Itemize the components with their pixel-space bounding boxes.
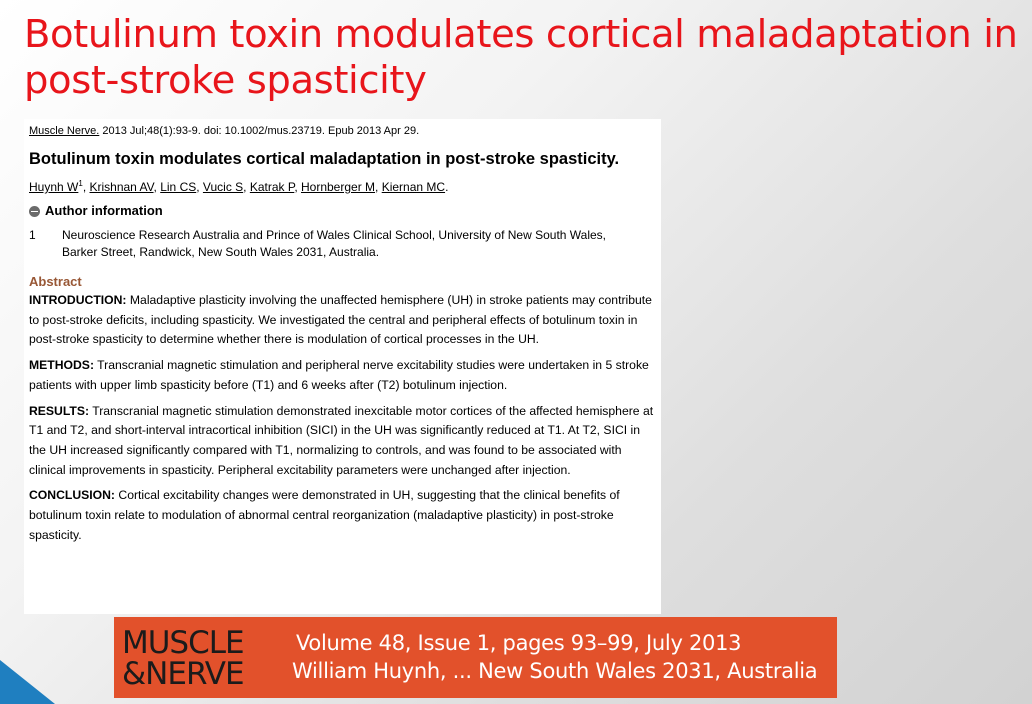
- citation-details: 2013 Jul;48(1):93-9. doi: 10.1002/mus.23719. Epub 2013 Apr 29.: [99, 125, 420, 137]
- author-link[interactable]: Katrak P: [249, 180, 295, 194]
- muscle-nerve-logo: [122, 625, 244, 692]
- slide-title: [24, 12, 1029, 104]
- affiliation: [29, 227, 656, 261]
- collapse-minus-icon[interactable]: [29, 206, 40, 217]
- abstract-conclusion: [29, 486, 657, 545]
- author-link[interactable]: Vucic S: [202, 180, 244, 194]
- author-link[interactable]: Huynh W: [29, 180, 79, 194]
- conclusion-text: Cortical excitability changes were demonstrated in UH, suggesting that the clinical benefits of botulinum toxin relate to modulation of abnormal central reorganization (maladaptive plasticity) in post-stroke spasticity.: [29, 488, 620, 542]
- abstract-heading: Abstract: [29, 274, 82, 289]
- author-information-toggle[interactable]: [29, 203, 656, 219]
- introduction-text: Maladaptive plasticity involving the unaffected hemisphere (UH) in stroke patients may contribute to post-stroke deficits, including spasticity. We investigated the central and peripheral effects of botulinum toxin in post-stroke spasticity to determine whether there is modulation of cortical processes in the UH.: [29, 293, 652, 347]
- methods-label: METHODS:: [29, 358, 94, 373]
- journal-banner: [114, 617, 837, 698]
- logo-line-2: &NERVE: [122, 656, 244, 692]
- citation: [29, 124, 656, 138]
- affiliation-text: Neuroscience Research Australia and Prince of Wales Clinical School, University of New South Wales, Barker Street, Randwick, New South Wales 2031, Australia.: [62, 228, 607, 259]
- author-link[interactable]: Hornberger M: [301, 180, 376, 194]
- author-link[interactable]: Kiernan MC: [381, 180, 446, 194]
- author-list: Huynh $W^1$, Krishnan AV, Lin CS, Vucic S, Katrak P, Hornberger M, Kiernan MC.: [29, 179, 449, 194]
- banner-author-info: William Huynh, ... New South Wales 2031, Australia: [292, 659, 818, 683]
- abstract-methods: [29, 356, 657, 395]
- methods-text: Transcranial magnetic stimulation and peripheral nerve excitability studies were undertaken in 5 stroke patients with upper limb spasticity before (T1) and 6 weeks after (T2) botulinum injection.: [29, 358, 649, 392]
- author-link[interactable]: Lin CS: [160, 180, 197, 194]
- author-information-label: Author information: [45, 203, 163, 218]
- author-affiliation-sup: 1: [78, 179, 83, 188]
- slide-title-line-2: post-stroke spasticity: [24, 58, 427, 103]
- abstract-introduction: [29, 291, 657, 350]
- logo-line-1: MUSCLE: [122, 625, 244, 661]
- results-text: Transcranial magnetic stimulation demonstrated inexcitable motor cortices of the affected hemisphere at T1 and T2, and short-interval intracortical inhibition (SICI) in the UH was significantly reduced at T1. At T2, SICI in the UH increased significantly compared with T1, normalizing to controls, and was found to be associated with clinical improvements in spasticity. Peripheral excitability parameters were unchanged after injection.: [29, 403, 654, 477]
- paper-abstract-screenshot: [24, 119, 661, 614]
- corner-decoration: [0, 660, 55, 704]
- affiliation-number: 1: [29, 228, 36, 242]
- results-label: RESULTS:: [29, 403, 90, 418]
- paper-title: Botulinum toxin modulates cortical maladaptation in post-stroke spasticity.: [29, 150, 620, 168]
- journal-link[interactable]: Muscle Nerve.: [29, 125, 100, 137]
- author-link[interactable]: Krishnan AV: [89, 180, 154, 194]
- banner-volume-info: Volume 48, Issue 1, pages 93–99, July 2013: [296, 631, 742, 655]
- introduction-label: INTRODUCTION:: [29, 293, 127, 307]
- abstract-results: [29, 402, 657, 481]
- slide-title-line-1: Botulinum toxin modulates cortical maladaptation in: [24, 12, 1018, 57]
- conclusion-label: CONCLUSION:: [29, 488, 115, 503]
